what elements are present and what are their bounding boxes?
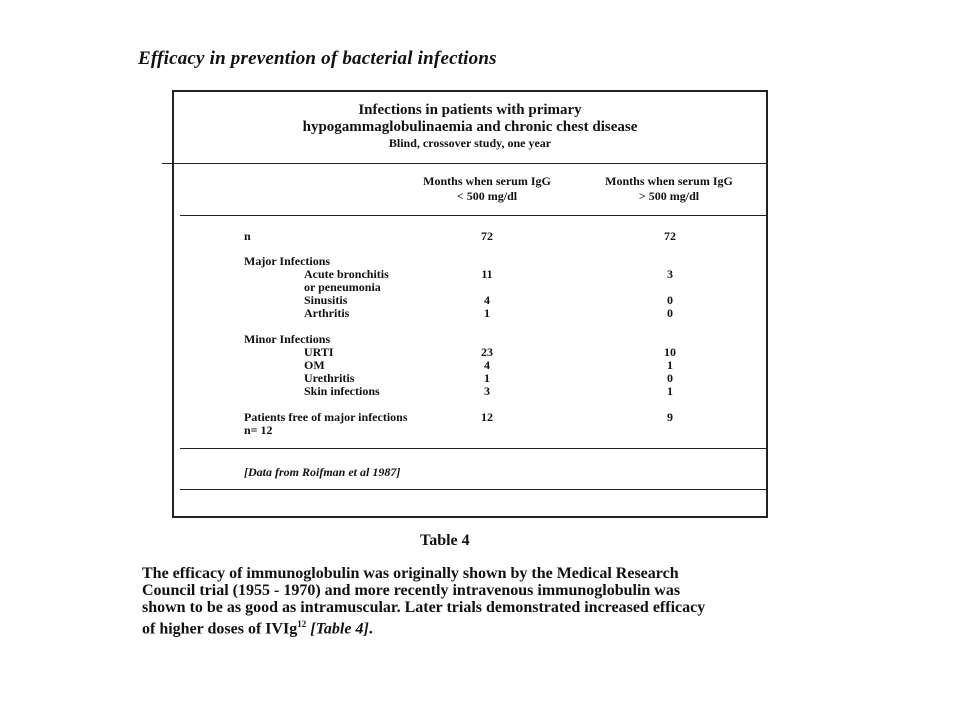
column-header-high-igg-line-1: Months when serum IgG (605, 174, 733, 188)
cell-high-igg: 1 (667, 384, 673, 398)
table-source: [Data from Roifman et al 1987] (244, 465, 401, 479)
row-label: Minor Infections (244, 332, 331, 346)
column-header-low-igg (412, 174, 562, 204)
cell-low-igg: 23 (481, 345, 493, 359)
row-label: Acute bronchitis (304, 267, 389, 281)
row-label: n (244, 229, 251, 243)
paragraph-line-2: Council trial (1955 - 1970) and more recently intravenous immunoglobulin was (142, 582, 681, 599)
cell-high-igg: 1 (667, 358, 673, 372)
cell-high-igg: 0 (667, 293, 673, 307)
reference-superscript: 12 (297, 619, 307, 629)
cell-high-igg: 3 (667, 267, 673, 281)
cell-low-igg: 12 (481, 410, 493, 424)
paragraph-line-1: The efficacy of immunoglobulin was originally shown by the Medical Research (142, 565, 679, 582)
row-label: OM (304, 358, 325, 372)
paragraph-line-4 (142, 616, 782, 637)
divider-bottom (180, 489, 766, 490)
paragraph-line-3: shown to be as good as intramuscular. Later trials demonstrated increased efficacy (142, 599, 706, 616)
cell-high-igg: 0 (667, 306, 673, 320)
cell-low-igg: 4 (484, 293, 490, 307)
row-label: Major Infections (244, 254, 331, 268)
cell-low-igg: 11 (481, 267, 493, 281)
row-label: Skin infections (304, 384, 380, 398)
table-frame (172, 90, 768, 518)
slide-heading: Efficacy in prevention of bacterial infections (138, 48, 497, 69)
row-label: Patients free of major infections (244, 410, 408, 424)
cell-low-igg: 72 (481, 229, 493, 243)
table-subtitle: Blind, crossover study, one year (388, 136, 552, 150)
cell-low-igg: 4 (484, 358, 490, 372)
body-paragraph (142, 565, 782, 637)
column-header-low-igg-line-1: Months when serum IgG (423, 174, 551, 188)
table-reference: [Table 4] (310, 620, 369, 638)
row-label: n= 12 (244, 423, 273, 437)
column-header-low-igg-line-2: < 500 mg/dl (456, 189, 518, 203)
table-title-line-2: hypogammaglobulinaemia and chronic chest disease (302, 119, 638, 135)
divider-top (162, 163, 766, 164)
cell-high-igg: 0 (667, 371, 673, 385)
cell-low-igg: 1 (484, 371, 490, 385)
column-header-high-igg (584, 174, 754, 204)
row-label: URTI (304, 345, 334, 359)
divider-header (180, 215, 766, 216)
table-title-line-1: Infections in patients with primary (358, 102, 582, 118)
cell-high-igg: 9 (667, 410, 673, 424)
row-label: Sinusitis (304, 293, 348, 307)
row-label: Arthritis (304, 306, 350, 320)
table-caption: Table 4 (420, 532, 470, 549)
row-label: or peneumonia (304, 280, 381, 294)
cell-low-igg: 3 (484, 384, 490, 398)
cell-high-igg: 72 (664, 229, 676, 243)
paragraph-line-4-text: of higher doses of IVIg (142, 620, 298, 638)
column-header-high-igg-line-2: > 500 mg/dl (638, 189, 700, 203)
paragraph-line-4-end: . (368, 620, 373, 638)
divider-body (180, 448, 766, 449)
row-label: Urethritis (304, 371, 355, 385)
cell-low-igg: 1 (484, 306, 490, 320)
cell-high-igg: 10 (664, 345, 676, 359)
